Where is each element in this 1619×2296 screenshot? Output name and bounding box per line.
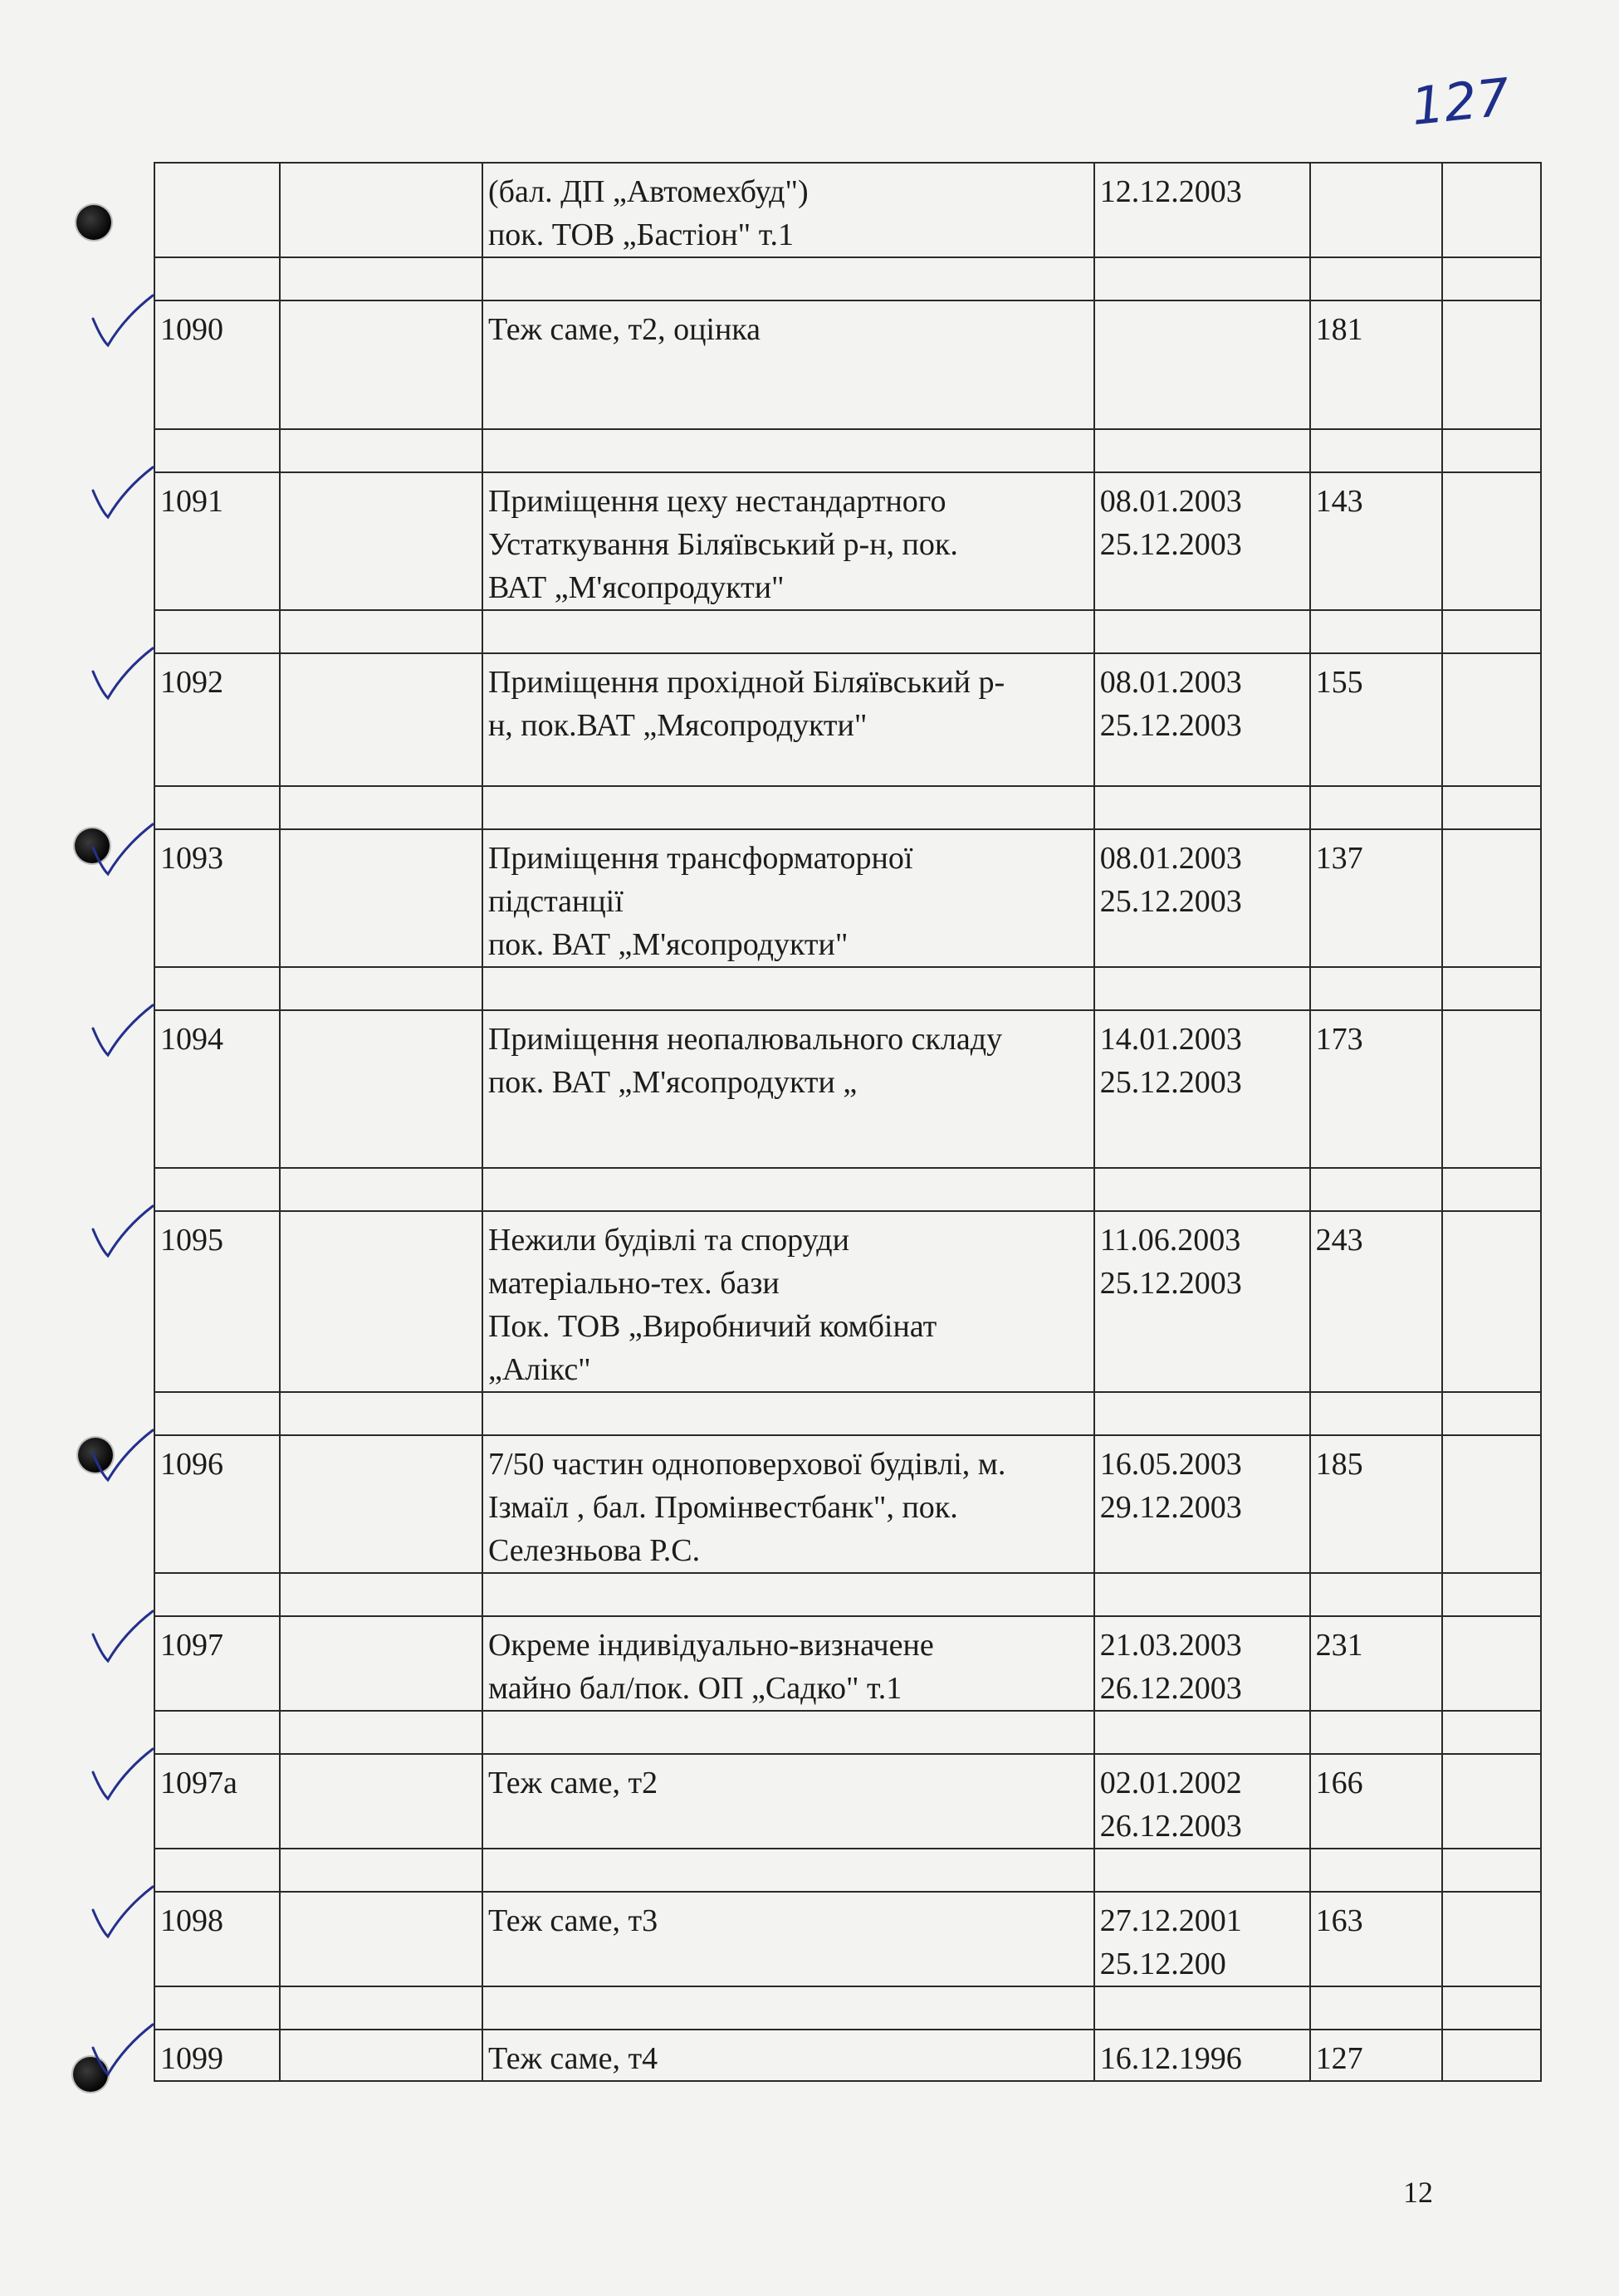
description-line: Селезньова Р.С.: [487, 1533, 701, 1568]
spacer-cell: [1094, 1711, 1310, 1754]
spacer-row: [154, 610, 1541, 653]
spacer-cell: [1094, 786, 1310, 829]
register-body: [154, 163, 1541, 2081]
note-cell: [1442, 1754, 1541, 1849]
check-marks-layer: [0, 0, 166, 2296]
description-line: Устаткування Біляївський р-н, пок.: [487, 527, 958, 562]
table-row: [154, 2030, 1541, 2081]
spacer-cell: [1310, 1986, 1443, 2030]
spacer-row: [154, 429, 1541, 472]
spacer-row: [154, 1392, 1541, 1435]
spacer-cell: [154, 1986, 280, 2030]
spacer-cell: [482, 1573, 1094, 1616]
check-mark-icon: [93, 648, 153, 698]
spacer-cell: [482, 1711, 1094, 1754]
dates-cell: [1094, 300, 1310, 429]
spacer-cell: [1442, 786, 1541, 829]
pages-cell: 185: [1310, 1435, 1443, 1573]
spacer-cell: [154, 1849, 280, 1892]
pages-cell: 181: [1310, 300, 1443, 429]
spacer-cell: [1094, 1573, 1310, 1616]
spacer-row: [154, 1168, 1541, 1211]
spacer-cell: [154, 1168, 280, 1211]
description-cell: [482, 1211, 1094, 1392]
note-cell: [1442, 1892, 1541, 1986]
note-cell: [1442, 1211, 1541, 1392]
check-mark-icon: [93, 467, 153, 517]
date-line: 25.12.2003: [1099, 884, 1242, 919]
record-number-cell: 1099: [154, 2030, 280, 2081]
note-cell: [1442, 1435, 1541, 1573]
spacer-cell: [154, 1573, 280, 1616]
dates-cell: [1094, 2030, 1310, 2081]
description-line: н, пок.ВАТ „Мясопродукти": [487, 708, 868, 743]
description-cell: [482, 1010, 1094, 1168]
spacer-cell: [280, 1849, 482, 1892]
note-cell: [1442, 300, 1541, 429]
description-cell: [482, 300, 1094, 429]
spacer-cell: [1094, 1849, 1310, 1892]
blank-cell: [280, 1010, 482, 1168]
spacer-cell: [154, 257, 280, 300]
spacer-row: [154, 1573, 1541, 1616]
blank-cell: [280, 829, 482, 967]
record-number-cell: 1096: [154, 1435, 280, 1573]
table-row: [154, 1892, 1541, 1986]
note-cell: [1442, 163, 1541, 257]
spacer-cell: [280, 967, 482, 1010]
dates-cell: [1094, 1211, 1310, 1392]
spacer-cell: [1310, 1711, 1443, 1754]
spacer-cell: [1310, 786, 1443, 829]
date-line: 29.12.2003: [1099, 1490, 1242, 1525]
pages-cell: [1310, 163, 1443, 257]
blank-cell: [280, 653, 482, 786]
table-row: [154, 1211, 1541, 1392]
register-table: [154, 162, 1542, 2082]
description-cell: [482, 2030, 1094, 2081]
spacer-cell: [1310, 967, 1443, 1010]
spacer-cell: [482, 1849, 1094, 1892]
blank-cell: [280, 1754, 482, 1849]
handwritten-folio-number: [1403, 62, 1528, 137]
pages-cell: 166: [1310, 1754, 1443, 1849]
pages-cell: 231: [1310, 1616, 1443, 1711]
description-cell: [482, 1754, 1094, 1849]
date-line: 08.01.2003: [1099, 841, 1242, 876]
spacer-cell: [1442, 429, 1541, 472]
dates-cell: [1094, 1010, 1310, 1168]
pages-cell: 173: [1310, 1010, 1443, 1168]
table-row: [154, 829, 1541, 967]
description-cell: [482, 1616, 1094, 1711]
dates-cell: [1094, 163, 1310, 257]
spacer-row: [154, 967, 1541, 1010]
spacer-cell: [1094, 1392, 1310, 1435]
spacer-cell: [280, 429, 482, 472]
description-line: пок. ТОВ „Бастіон" т.1: [487, 217, 794, 252]
description-cell: [482, 653, 1094, 786]
description-line: пок. ВАТ „М'ясопродукти": [487, 927, 849, 962]
date-line: 16.12.1996: [1099, 2041, 1242, 2076]
spacer-row: [154, 257, 1541, 300]
date-line: 25.12.2003: [1099, 708, 1242, 743]
check-mark-icon: [93, 1611, 153, 1661]
description-line: Приміщення неопалювального складу: [487, 1022, 1003, 1057]
check-mark-icon: [93, 824, 153, 874]
description-line: пок. ВАТ „М'ясопродукти „: [487, 1065, 858, 1100]
spacer-cell: [1310, 610, 1443, 653]
spacer-cell: [280, 786, 482, 829]
spacer-cell: [154, 1392, 280, 1435]
table-row: [154, 1010, 1541, 1168]
note-cell: [1442, 653, 1541, 786]
spacer-cell: [1442, 610, 1541, 653]
description-line: майно бал/пок. ОП „Садко" т.1: [487, 1671, 902, 1706]
spacer-cell: [482, 1168, 1094, 1211]
blank-cell: [280, 1211, 482, 1392]
check-mark-icon: [93, 1005, 153, 1055]
spacer-cell: [1310, 1573, 1443, 1616]
spacer-row: [154, 1986, 1541, 2030]
spacer-cell: [280, 1986, 482, 2030]
description-line: (бал. ДП „Автомехбуд"): [487, 174, 809, 209]
date-line: 26.12.2003: [1099, 1809, 1242, 1844]
spacer-cell: [1442, 1849, 1541, 1892]
record-number-cell: [154, 163, 280, 257]
date-line: 25.12.2003: [1099, 1266, 1242, 1301]
blank-cell: [280, 163, 482, 257]
spacer-cell: [1310, 429, 1443, 472]
spacer-cell: [1094, 257, 1310, 300]
blank-cell: [280, 1892, 482, 1986]
folio-number-text: 127: [1408, 66, 1513, 137]
table-row: [154, 300, 1541, 429]
description-line: Нежили будівлі та споруди: [487, 1223, 849, 1258]
spacer-cell: [482, 429, 1094, 472]
pages-cell: 243: [1310, 1211, 1443, 1392]
description-line: підстанції: [487, 884, 624, 919]
blank-cell: [280, 472, 482, 610]
blank-cell: [280, 1616, 482, 1711]
description-line: Пок. ТОВ „Виробничий комбінат: [487, 1309, 937, 1344]
record-number-cell: 1097а: [154, 1754, 280, 1849]
description-cell: [482, 1892, 1094, 1986]
date-line: 12.12.2003: [1099, 174, 1242, 209]
spacer-cell: [1094, 1986, 1310, 2030]
date-line: 25.12.200: [1099, 1947, 1226, 1981]
blank-cell: [280, 300, 482, 429]
description-line: Приміщення цеху нестандартного: [487, 484, 946, 519]
description-cell: [482, 829, 1094, 967]
record-number-cell: 1093: [154, 829, 280, 967]
record-number-cell: 1091: [154, 472, 280, 610]
spacer-cell: [154, 1711, 280, 1754]
check-mark-icon: [93, 1887, 153, 1937]
dates-cell: [1094, 829, 1310, 967]
spacer-cell: [1442, 1573, 1541, 1616]
spacer-cell: [1310, 257, 1443, 300]
date-line: 25.12.2003: [1099, 1065, 1242, 1100]
dates-cell: [1094, 1616, 1310, 1711]
date-line: 08.01.2003: [1099, 484, 1242, 519]
table-row: [154, 1616, 1541, 1711]
check-mark-icon: [93, 1430, 153, 1480]
date-line: 02.01.2002: [1099, 1766, 1242, 1800]
note-cell: [1442, 1616, 1541, 1711]
spacer-cell: [1442, 967, 1541, 1010]
table-row: [154, 1754, 1541, 1849]
record-number-cell: 1098: [154, 1892, 280, 1986]
spacer-cell: [482, 786, 1094, 829]
note-cell: [1442, 829, 1541, 967]
spacer-cell: [280, 610, 482, 653]
spacer-cell: [482, 967, 1094, 1010]
description-line: ВАТ „М'ясопродукти": [487, 570, 785, 605]
description-line: Окреме індивідуально-визначене: [487, 1628, 934, 1663]
spacer-row: [154, 786, 1541, 829]
spacer-cell: [482, 1392, 1094, 1435]
pages-cell: 163: [1310, 1892, 1443, 1986]
dates-cell: [1094, 1892, 1310, 1986]
blank-cell: [280, 2030, 482, 2081]
dates-cell: [1094, 1754, 1310, 1849]
description-cell: [482, 163, 1094, 257]
description-line: Ізмаїл , бал. Промінвестбанк", пок.: [487, 1490, 958, 1525]
spacer-cell: [154, 429, 280, 472]
dates-cell: [1094, 653, 1310, 786]
check-mark-icon: [93, 296, 153, 345]
note-cell: [1442, 472, 1541, 610]
dates-cell: [1094, 1435, 1310, 1573]
spacer-cell: [280, 1168, 482, 1211]
date-line: 25.12.2003: [1099, 527, 1242, 562]
spacer-cell: [1094, 1168, 1310, 1211]
note-cell: [1442, 1010, 1541, 1168]
check-mark-icon: [93, 2025, 153, 2074]
description-line: матеріально-тех. бази: [487, 1266, 780, 1301]
spacer-cell: [1442, 1986, 1541, 2030]
spacer-cell: [482, 1986, 1094, 2030]
pages-cell: 143: [1310, 472, 1443, 610]
description-line: Теж саме, т2, оцінка: [487, 312, 761, 347]
date-line: 27.12.2001: [1099, 1903, 1242, 1938]
spacer-cell: [1442, 1168, 1541, 1211]
spacer-cell: [154, 967, 280, 1010]
spacer-cell: [1442, 1711, 1541, 1754]
spacer-cell: [1310, 1849, 1443, 1892]
table-row: [154, 653, 1541, 786]
pages-cell: 127: [1310, 2030, 1443, 2081]
record-number-cell: 1095: [154, 1211, 280, 1392]
spacer-cell: [1442, 1392, 1541, 1435]
spacer-cell: [1442, 257, 1541, 300]
spacer-cell: [482, 257, 1094, 300]
record-number-cell: 1094: [154, 1010, 280, 1168]
description-line: Теж саме, т4: [487, 2041, 658, 2076]
description-line: Теж саме, т2: [487, 1766, 658, 1800]
spacer-cell: [1094, 610, 1310, 653]
date-line: 11.06.2003: [1099, 1223, 1241, 1258]
note-cell: [1442, 2030, 1541, 2081]
spacer-cell: [1310, 1392, 1443, 1435]
blank-cell: [280, 1435, 482, 1573]
pages-cell: 155: [1310, 653, 1443, 786]
spacer-cell: [280, 257, 482, 300]
spacer-row: [154, 1711, 1541, 1754]
spacer-cell: [280, 1573, 482, 1616]
record-number-cell: 1090: [154, 300, 280, 429]
date-line: 26.12.2003: [1099, 1671, 1242, 1706]
date-line: 21.03.2003: [1099, 1628, 1242, 1663]
spacer-cell: [1310, 1168, 1443, 1211]
description-line: Теж саме, т3: [487, 1903, 658, 1938]
table-row: [154, 163, 1541, 257]
pages-cell: 137: [1310, 829, 1443, 967]
description-cell: [482, 1435, 1094, 1573]
table-row: [154, 1435, 1541, 1573]
page-number: 12: [1403, 2176, 1433, 2209]
description-line: Приміщення прохідной Біляївський р-: [487, 665, 1005, 700]
spacer-cell: [1094, 429, 1310, 472]
spacer-cell: [280, 1711, 482, 1754]
description-line: 7/50 частин одноповерхової будівлі, м.: [487, 1447, 1006, 1482]
check-mark-icon: [93, 1749, 153, 1799]
spacer-cell: [1094, 967, 1310, 1010]
spacer-cell: [154, 610, 280, 653]
description-cell: [482, 472, 1094, 610]
spacer-cell: [280, 1392, 482, 1435]
check-mark-icon: [93, 1206, 153, 1256]
record-number-cell: 1092: [154, 653, 280, 786]
date-line: 16.05.2003: [1099, 1447, 1242, 1482]
description-line: Приміщення трансформаторної: [487, 841, 913, 876]
spacer-row: [154, 1849, 1541, 1892]
spacer-cell: [482, 610, 1094, 653]
record-number-cell: 1097: [154, 1616, 280, 1711]
spacer-cell: [154, 786, 280, 829]
date-line: 08.01.2003: [1099, 665, 1242, 700]
date-line: 14.01.2003: [1099, 1022, 1242, 1057]
table-row: [154, 472, 1541, 610]
description-line: „Алікс": [487, 1352, 591, 1387]
dates-cell: [1094, 472, 1310, 610]
